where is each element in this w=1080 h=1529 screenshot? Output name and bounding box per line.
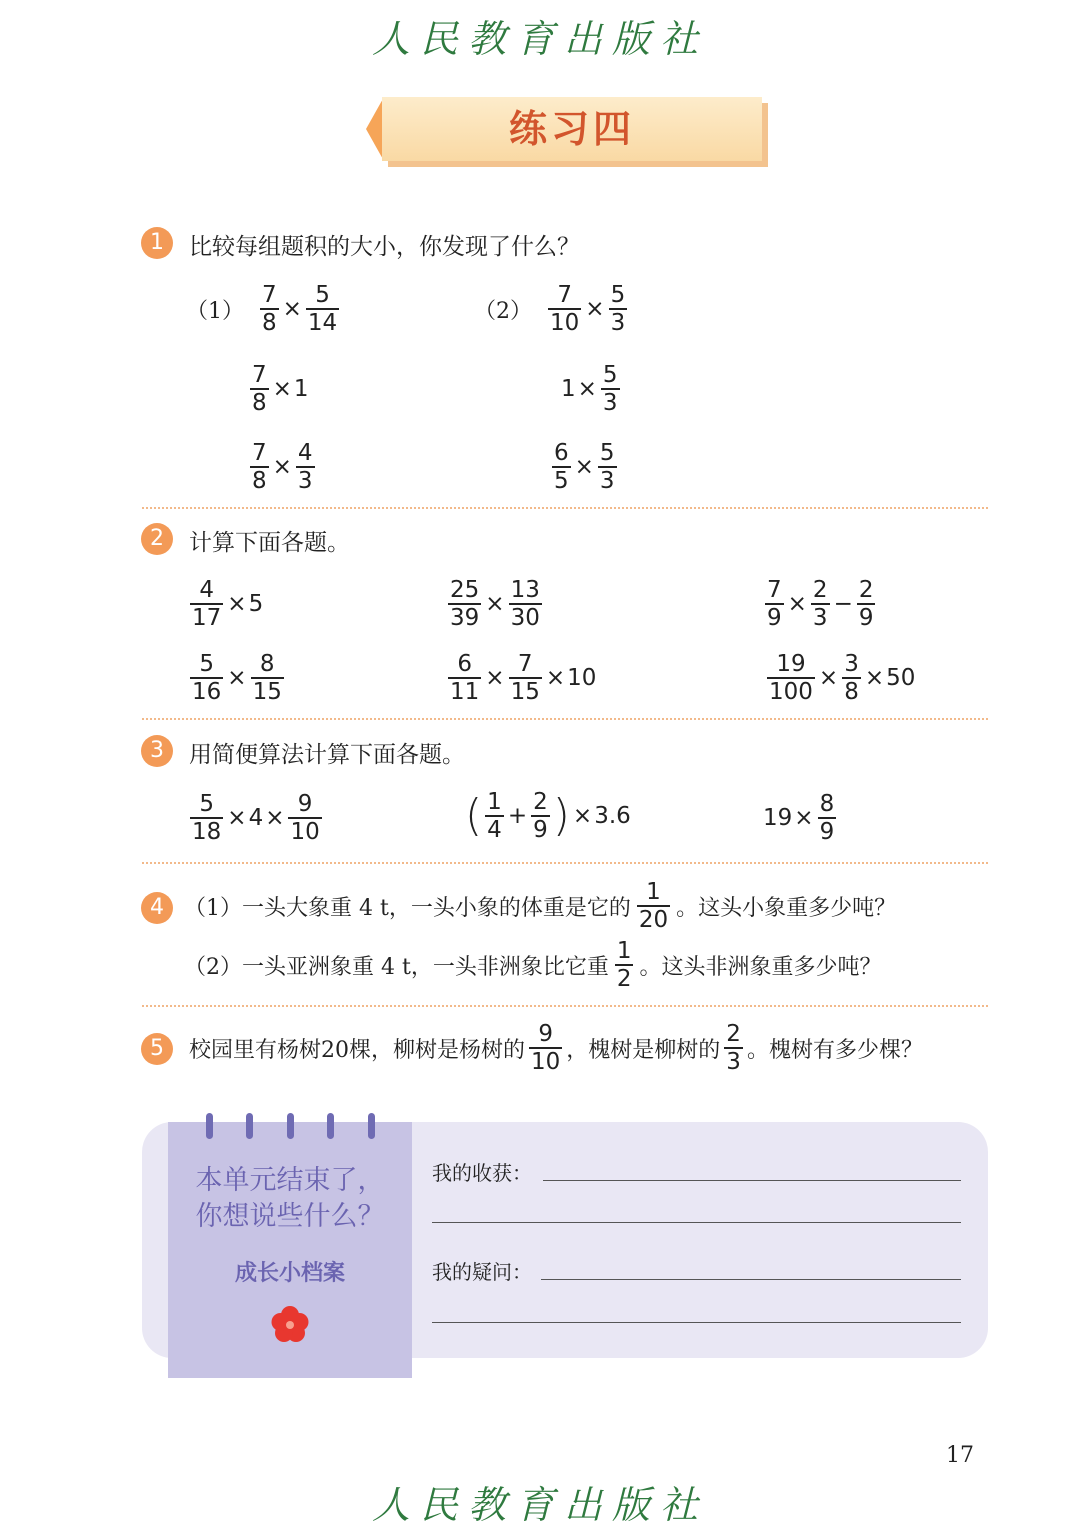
fraction: $\frac{7}{8}$ [252, 440, 267, 495]
question-number-4: 4 [141, 892, 173, 924]
question-number-2: 2 [141, 523, 173, 555]
fraction: $\frac{1}{4}$ [487, 789, 502, 844]
fraction: $\frac{19}{100}$ [769, 651, 813, 706]
q4-p1-text: （1）一头大象重 4 t，一头小象的体重是它的 [184, 895, 631, 921]
question-write-line[interactable] [541, 1279, 961, 1280]
q1-part2-expr-b: 1 × $\frac{5}{3}$ [561, 362, 618, 417]
q4-p2-text-end: 。这头非洲象重多少吨？ [639, 954, 882, 980]
q5-text-start: 校园里有杨树20棵，柳树是杨树的 [189, 1037, 525, 1063]
fraction: $\frac{5}{3}$ [610, 282, 626, 337]
question-number-1: 1 [141, 227, 173, 259]
binder-ring [246, 1113, 253, 1139]
q3-expr-1: $\frac{5}{18}$ × 4 × $\frac{9}{10}$ [192, 791, 320, 846]
fraction: $\frac{5}{14}$ [307, 282, 338, 337]
q4-p1-text-end: 。这头小象重多少吨？ [676, 895, 897, 921]
fraction: $\frac{5}{16}$ [192, 651, 222, 706]
q4-p2-text: （2）一头亚洲象重 4 t，一头非洲象比它重 [184, 954, 609, 980]
question-write-line-2[interactable] [432, 1322, 961, 1323]
q5-text-middle: ，槐树是柳树的 [566, 1037, 721, 1063]
q2-expr-3: $\frac{7}{9}$ × $\frac{2}{3}$ − $\frac{2}{9}$ [767, 577, 874, 632]
fraction: $\frac{4}{3}$ [297, 440, 313, 495]
fraction: $\frac{4}{17}$ [192, 577, 222, 632]
gain-label: 我的收获： [432, 1161, 532, 1185]
section-divider [142, 1005, 988, 1007]
question-2-text: 计算下面各题。 [189, 530, 350, 556]
fraction: $\frac{2}{3}$ [812, 577, 828, 632]
question-5-text [189, 1022, 923, 1074]
q2-expr-4: $\frac{5}{16}$ × $\frac{8}{15}$ [192, 651, 282, 706]
q1-part2-label: （2） [474, 298, 532, 324]
fraction: $\frac{9}{10}$ [290, 791, 320, 846]
q1-part2-expr-c: $\frac{6}{5}$ × $\frac{5}{3}$ [554, 440, 615, 495]
q1-part1-expr-a: （1） $\frac{7}{8}$ × $\frac{5}{14}$ [186, 282, 338, 337]
q2-expr-5: $\frac{6}{11}$ × $\frac{7}{15}$ × 10 [450, 651, 597, 706]
question-number-5: 5 [141, 1033, 173, 1065]
q1-part2-expr-a: （2） $\frac{7}{10}$ × $\frac{5}{3}$ [474, 282, 626, 337]
binder-ring [368, 1113, 375, 1139]
q3-expr-3: 19 × $\frac{8}{9}$ [763, 791, 835, 846]
fraction: $\frac{8}{9}$ [819, 791, 835, 846]
fraction: $\frac{25}{39}$ [450, 577, 480, 632]
q2-expr-1: $\frac{4}{17}$ × 5 [192, 577, 264, 632]
publisher-footer: 人民教育出版社 [371, 1483, 708, 1527]
flower-icon [270, 1305, 310, 1345]
q2-expr-2: $\frac{25}{39}$ × $\frac{13}{30}$ [450, 577, 540, 632]
page-number: 17 [946, 1443, 974, 1468]
question-4-part-2 [184, 939, 881, 991]
q5-text-end: 。槐树有多少棵？ [746, 1037, 923, 1063]
fraction: $\frac{6}{11}$ [450, 651, 480, 706]
fraction: $\frac{7}{15}$ [510, 651, 540, 706]
q1-part1-expr-c: $\frac{7}{8}$ × $\frac{4}{3}$ [252, 440, 313, 495]
fraction: $\frac{2}{9}$ [533, 789, 548, 844]
fraction: $\frac{7}{8}$ [252, 362, 267, 417]
fraction: $\frac{2}{3}$ [726, 1021, 741, 1076]
binder-ring [327, 1113, 334, 1139]
question-4-part-1 [184, 880, 896, 932]
q2-expr-6: $\frac{19}{100}$ × $\frac{3}{8}$ × 50 [769, 651, 916, 706]
q1-part1-label: （1） [186, 298, 244, 324]
fraction: $\frac{7}{10}$ [550, 282, 580, 337]
fraction: $\frac{5}{3}$ [599, 440, 615, 495]
question-label: 我的疑问： [432, 1260, 532, 1284]
fraction: $\frac{8}{15}$ [252, 651, 282, 706]
gain-write-line-2[interactable] [432, 1222, 961, 1223]
binder-ring [287, 1113, 294, 1139]
archive-prompt-line-1: 本单元结束了， [195, 1165, 385, 1196]
fraction: $\frac{6}{5}$ [554, 440, 569, 495]
question-3-text: 用简便算法计算下面各题。 [189, 742, 465, 768]
q3-expr-2: ( $\frac{1}{4}$ + $\frac{2}{9}$ ) × 3.6 [465, 789, 631, 844]
fraction: $\frac{5}{18}$ [192, 791, 222, 846]
publisher-header: 人民教育出版社 [371, 17, 708, 61]
section-divider [142, 718, 988, 720]
question-1-text: 比较每组题积的大小，你发现了什么？ [189, 234, 580, 260]
fraction: $\frac{5}{3}$ [602, 362, 618, 417]
fraction: $\frac{3}{8}$ [844, 651, 859, 706]
section-divider [142, 507, 988, 509]
fraction: $\frac{13}{30}$ [510, 577, 540, 632]
section-divider [142, 862, 988, 864]
archive-prompt-line-2: 你想说些什么？ [195, 1201, 385, 1232]
binder-ring [206, 1113, 213, 1139]
fraction: $\frac{1}{2}$ [616, 938, 632, 993]
question-number-3: 3 [141, 735, 173, 767]
fraction: $\frac{1}{20}$ [638, 879, 669, 934]
fraction: $\frac{9}{10}$ [531, 1021, 561, 1076]
q1-part1-expr-b: $\frac{7}{8}$ × 1 [252, 362, 309, 417]
fraction: $\frac{7}{8}$ [262, 282, 277, 337]
page-title: 练习四 [508, 106, 635, 151]
fraction: $\frac{2}{9}$ [858, 577, 874, 632]
fraction: $\frac{7}{9}$ [767, 577, 782, 632]
gain-write-line[interactable] [543, 1180, 961, 1181]
archive-subtitle: 成长小档案 [234, 1261, 345, 1286]
